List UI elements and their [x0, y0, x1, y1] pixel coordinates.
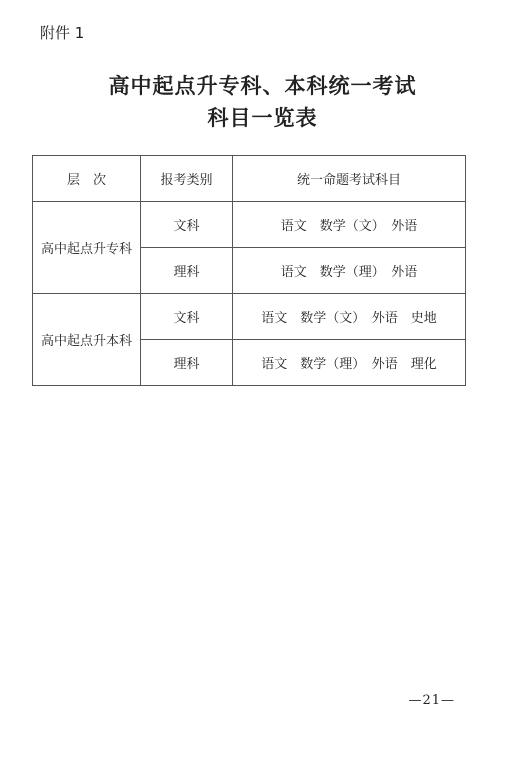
subjects-cell: 语文 数学（理） 外语 — [233, 248, 466, 294]
page-number: —21— — [408, 693, 455, 708]
subjects-cell: 语文 数学（理） 外语 理化 — [233, 340, 466, 386]
subjects-table — [32, 155, 466, 386]
attachment-label: 附件 1 — [40, 24, 85, 42]
header-subjects: 统一命题考试科目 — [233, 156, 466, 202]
subjects-cell: 语文 数学（文） 外语 — [233, 202, 466, 248]
header-level: 层 次 — [33, 156, 141, 202]
level-cell: 高中起点升专科 — [33, 202, 141, 294]
category-cell: 文科 — [141, 294, 233, 340]
level-cell: 高中起点升本科 — [33, 294, 141, 386]
table-row — [33, 202, 466, 248]
category-cell: 文科 — [141, 202, 233, 248]
table-row — [33, 294, 466, 340]
document-title-line2: 科目一览表 — [207, 105, 318, 130]
category-cell: 理科 — [141, 248, 233, 294]
subjects-cell: 语文 数学（文） 外语 史地 — [233, 294, 466, 340]
header-category: 报考类别 — [141, 156, 233, 202]
document-title-line1: 高中起点升专科、本科统一考试 — [108, 73, 417, 98]
table-header-row — [33, 156, 466, 202]
category-cell: 理科 — [141, 340, 233, 386]
